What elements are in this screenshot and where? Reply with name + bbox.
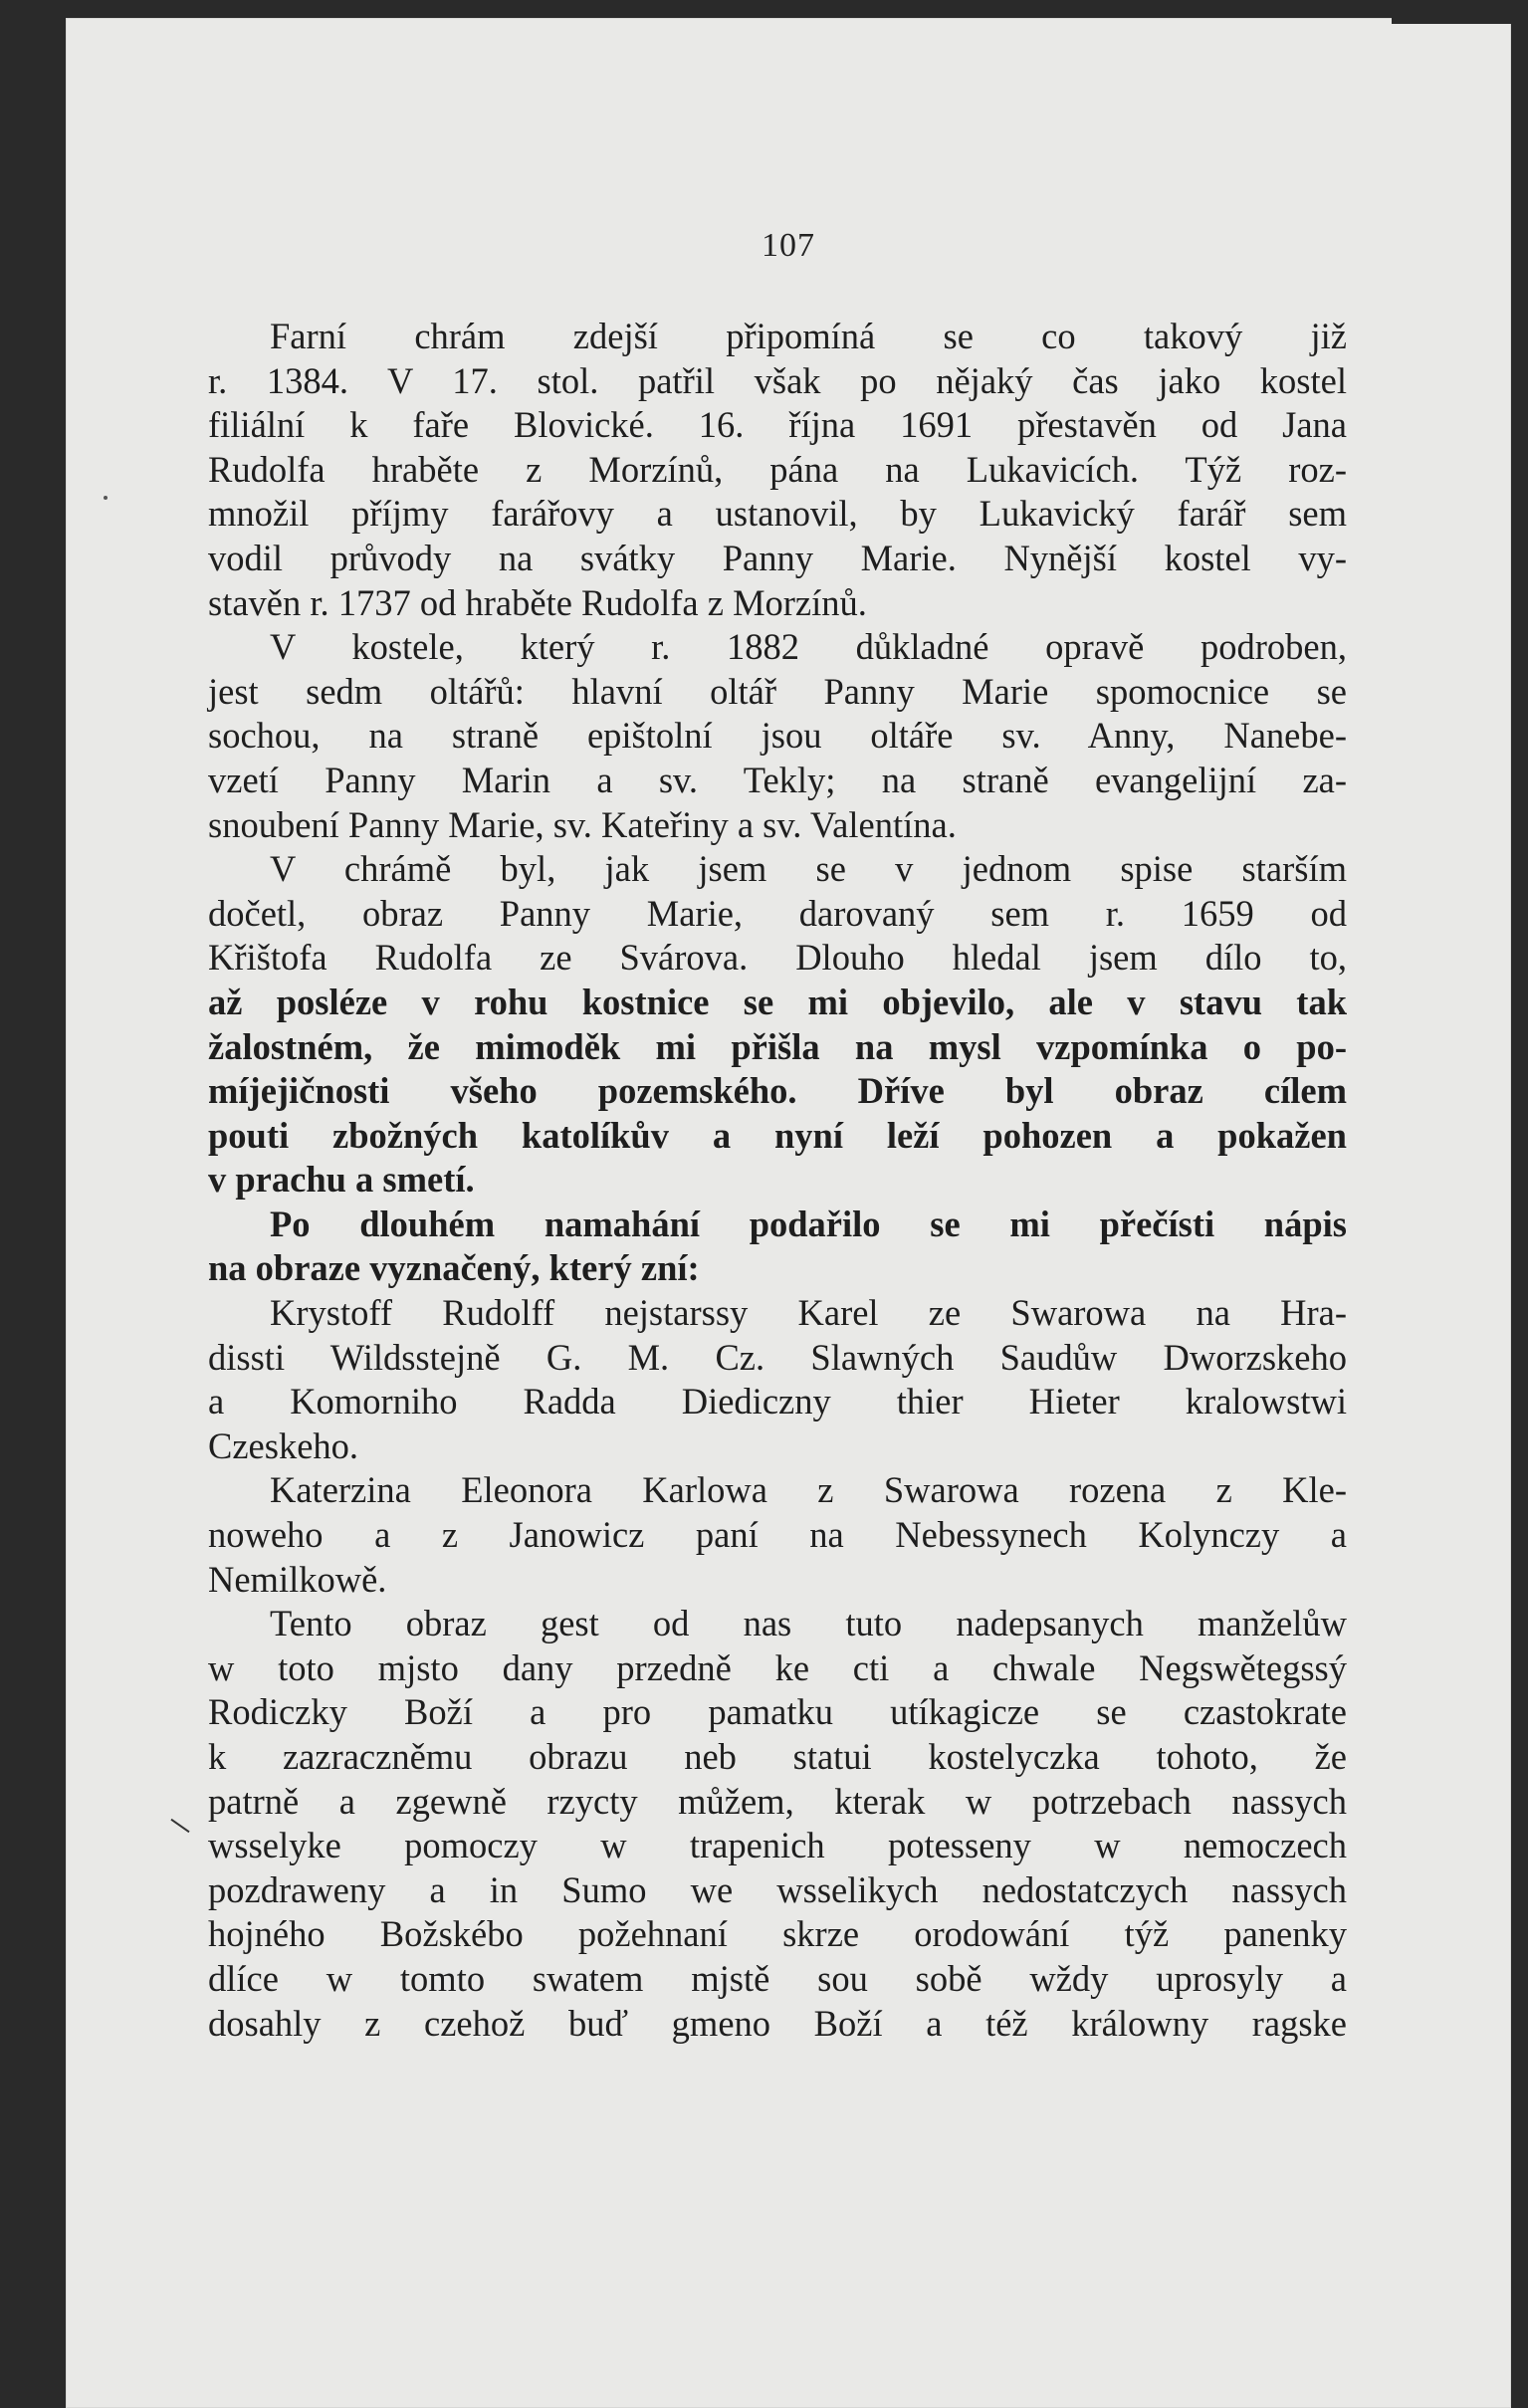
text-line: jest sedm oltářů: hlavní oltář Panny Marie spomocnice se [208, 670, 1347, 712]
text-line: Rudolfa hraběte z Morzínů, pána na Lukavicích. Týž roz- [208, 448, 1347, 490]
scan-speck [104, 496, 108, 500]
text-line: vzetí Panny Marin a sv. Tekly; na straně evangelijní za- [208, 759, 1347, 800]
text-line: w toto mjsto dany przedně ke cti a chwale Negswětegssý [208, 1646, 1347, 1688]
text-line: dissti Wildsstejně G. M. Cz. Slawných Saudůw Dworzskeho [208, 1336, 1347, 1378]
text-line: dočetl, obraz Panny Marie, darovaný sem r. 1659 od [208, 892, 1347, 934]
text-line: patrně a zgewně rzycty můžem, kterak w potrzebach nassych [208, 1780, 1347, 1822]
text-line: dlíce w tomto swatem mjstě sou sobě wždy uprosyly a [208, 1957, 1347, 1999]
book-page [66, 18, 1511, 2408]
text-line: až posléze v rohu kostnice se mi objevilo, ale v stavu tak [208, 981, 1347, 1022]
text-line: dosahly z czehož buď gmeno Boží a též králowny ragske [208, 2002, 1347, 2044]
text-line: Krystoff Rudolff nejstarssy Karel ze Swarowa na Hra- [270, 1292, 1347, 1334]
text-line: Tento obraz gest od nas tuto nadepsanych manželůw [270, 1603, 1347, 1644]
text-line: na obraze vyznačený, který zní: [208, 1247, 700, 1289]
text-line: filiální k faře Blovické. 16. října 1691 přestavěn od Jana [208, 404, 1347, 446]
text-line: Nemilkowě. [208, 1558, 387, 1600]
text-line: v prachu a smetí. [208, 1159, 475, 1201]
text-line: a Komorniho Radda Diediczny thier Hieter kralowstwi [208, 1381, 1347, 1423]
margin-mark [170, 1819, 189, 1833]
text-line: snoubení Panny Marie, sv. Kateřiny a sv. Valentína. [208, 803, 957, 845]
text-line: V kostele, který r. 1882 důkladné opravě podroben, [270, 626, 1347, 668]
text-line: V chrámě byl, jak jsem se v jednom spise starším [270, 848, 1347, 890]
text-line: míjejičnosti všeho pozemského. Dříve byl obraz cílem [208, 1070, 1347, 1112]
text-line: žalostném, že mimoděk mi přišla na mysl vzpomínka o po- [208, 1025, 1347, 1067]
text-line: Křištofa Rudolfa ze Svárova. Dlouho hledal jsem dílo to, [208, 937, 1347, 979]
text-line: pozdraweny a in Sumo we wsselikych nedostatczych nassych [208, 1868, 1347, 1910]
text-line: pouti zbožných katolíkův a nyní leží pohozen a pokažen [208, 1114, 1347, 1156]
text-line: r. 1384. V 17. stol. patřil však po nějaký čas jako kostel [208, 359, 1347, 401]
body-text [208, 315, 1347, 2046]
text-line: stavěn r. 1737 od hraběte Rudolfa z Morzínů. [208, 581, 867, 623]
page-edge-shadow [1392, 18, 1511, 24]
text-line: množil příjmy farářovy a ustanovil, by Lukavický farář sem [208, 493, 1347, 535]
text-line: Po dlouhém namahání podařilo se mi přečísti nápis [270, 1203, 1347, 1244]
text-line: noweho a z Janowicz paní na Nebessynech Kolynczy a [208, 1514, 1347, 1556]
text-line: Katerzina Eleonora Karlowa z Swarowa rozena z Kle- [270, 1469, 1347, 1511]
text-line: hojného Božskébo požehnaní skrze orodowání týž panenky [208, 1913, 1347, 1955]
text-line: Farní chrám zdejší připomíná se co takový již [270, 316, 1347, 356]
page-number: 107 [762, 227, 815, 264]
text-line: wsselyke pomoczy w trapenich potesseny w nemoczech [208, 1825, 1347, 1866]
text-line: sochou, na straně epištolní jsou oltáře sv. Anny, Nanebe- [208, 715, 1347, 757]
text-line: k zazraczněmu obrazu neb statui kostelyczka tohoto, že [208, 1736, 1347, 1777]
text-line: Rodiczky Boží a pro pamatku utíkagicze se czastokrate [208, 1691, 1347, 1733]
text-line: Czeskeho. [208, 1424, 359, 1466]
text-line: vodil průvody na svátky Panny Marie. Nynější kostel vy- [208, 537, 1347, 578]
